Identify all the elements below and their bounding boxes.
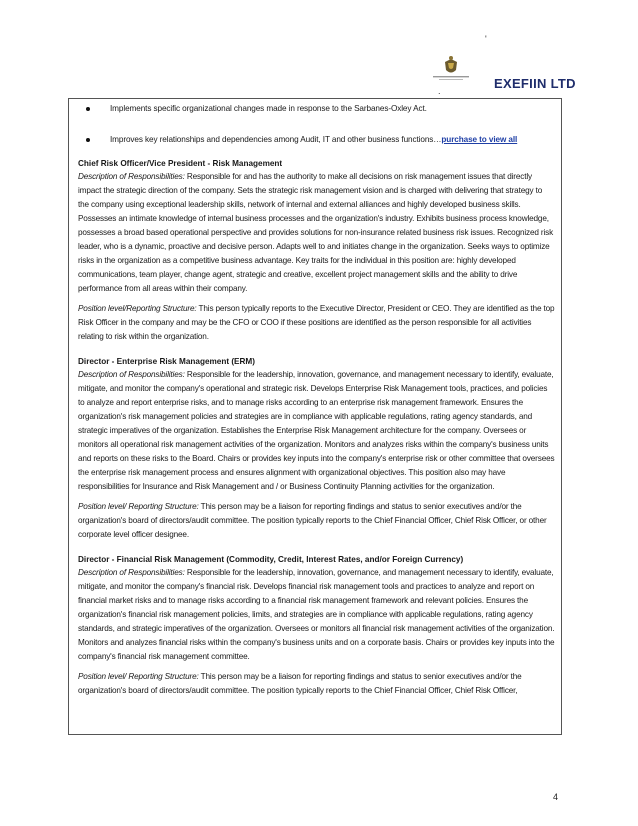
content-box [68,98,562,735]
role-title: Chief Risk Officer/Vice President - Risk Management [78,159,283,168]
description-text: Responsible for and has the authority to make all decisions on risk management issues that directly impact the strategic direction of the company. Sets the strategic risk management vision and is charged with delivering that strategy to the company using exceptional leadership skills, network of internal and external alliances and highly developed business skills. Possesses an intimate knowledge of internal business processes and the organization's industry. Exhibits business process knowledge, possesses a broad based operational perspective and provides solutions for non-insurance related business risk issues. Recognized risk leader, who is a dynamic, proactive and decisive person. Adapts well to and initiates change in the organization. Seeks ways to optimize risks in the organization as a competitive business advantage. Key traits for the individual in this position are: highly developed communications, team player, change agent, strategic and creative, excellent project management skills and the ability to drive performance from all areas within their company. [78,172,554,293]
list-item [78,103,555,115]
description-paragraph [78,170,555,296]
company-name: EXEFIIN LTD [494,76,576,91]
role-title: Director - Enterprise Risk Management (ERM) [78,357,255,366]
position-text: This person typically reports to the Executive Director, President or CEO. They are identified as the top Risk Officer in the company and may be the CFO or COO if these positions are identified as the person responsible for all activities relating to risk within the organization. [78,304,555,341]
page-number: 4 [553,792,559,802]
position-paragraph [78,500,555,542]
description-text: Responsible for the leadership, innovation, governance, and management necessary to identify, evaluate, mitigate, and monitor the company's operational and strategic risk. Develops Enterprise Risk Management tools, practices, and policies to analyze and report enterprise risks, and to manage risks according to an enterprise risk management framework. Ensures the organization's risk management policies and strategies are in compliance with applicable regulations, rating agency standards, and strategic imperatives of the organization. Establishes the Enterprise Risk Management architecture for the company. Oversees or monitors all operational risk management activities of the organization. Monitors and analyzes risks within the company's business units and reports on these risks to the Board. Chairs or provides key inputs into the company's enterprise risk or other committee that oversees the enterprise risk management process and ensures alignment with organizational objectives. This position also may have responsibilities for Insurance and Risk Management and / or Business Continuity Planning activities for the organization. [78,370,555,491]
company-logo [429,55,473,83]
role-section-cro [78,157,555,344]
position-paragraph [78,302,555,344]
bullet-text: Improves key relationships and dependencies among Audit, IT and other business functions… [110,135,442,144]
description-label: Description of Responsibilities: [78,172,185,181]
description-label: Description of Responsibilities: [78,370,185,379]
position-text: This person may be a liaison for reporting findings and status to senior executives and/or the organization's board of directors/audit committee. The position typically reports to the Chief Financial Officer, Chief Risk Officer, or other corporate level officer designee. [78,502,547,539]
position-label: Position level/ Reporting Structure: [78,502,199,511]
position-text: This person may be a liaison for reporting findings and status to senior executives and/or the organization's board of directors/audit committee. The position typically reports to the Chief Financial Officer, Chief Risk Officer, [78,672,522,695]
bullet-icon [86,107,90,111]
purchase-link[interactable]: purchase to view all [441,135,518,144]
description-text: Responsible for the leadership, innovation, governance, and management necessary to identify, evaluate, mitigate, and monitor the company's financial risk. Develops financial risk management tools and practices to analyze and report on financial market risks and to manage risks according to a financial risk management framework and relevant policies. Ensures the organization's financial risk management policies, limits, and strategies are in compliance with applicable regulations, rating agency standards, and strategic imperatives of the organization. Oversees or monitors all financial risk management activities of the organization. Monitors and analyzes financial risks within the company's business units and on a corporate basis. Chairs or provides key inputs into the company's financial risk management committee. [78,568,555,661]
description-paragraph [78,566,555,664]
role-section-frm [78,553,555,698]
position-paragraph [78,670,555,698]
role-title: Director - Financial Risk Management (Commodity, Credit, Interest Rates, and/or Foreign Currency) [78,555,464,564]
description-label: Description of Responsibilities: [78,568,185,577]
role-section-erm [78,355,555,542]
crest-icon [429,55,473,83]
list-item [78,134,555,146]
bullet-icon [86,138,90,142]
bullet-list [78,103,555,146]
position-label: Position level/Reporting Structure: [78,304,197,313]
position-label: Position level/ Reporting Structure: [78,672,199,681]
description-paragraph [78,368,555,494]
bullet-text: Implements specific organizational changes made in response to the Sarbanes-Oxley Act. [110,104,427,113]
logo-dot: . [438,86,441,96]
header-mark: ' [485,34,487,44]
